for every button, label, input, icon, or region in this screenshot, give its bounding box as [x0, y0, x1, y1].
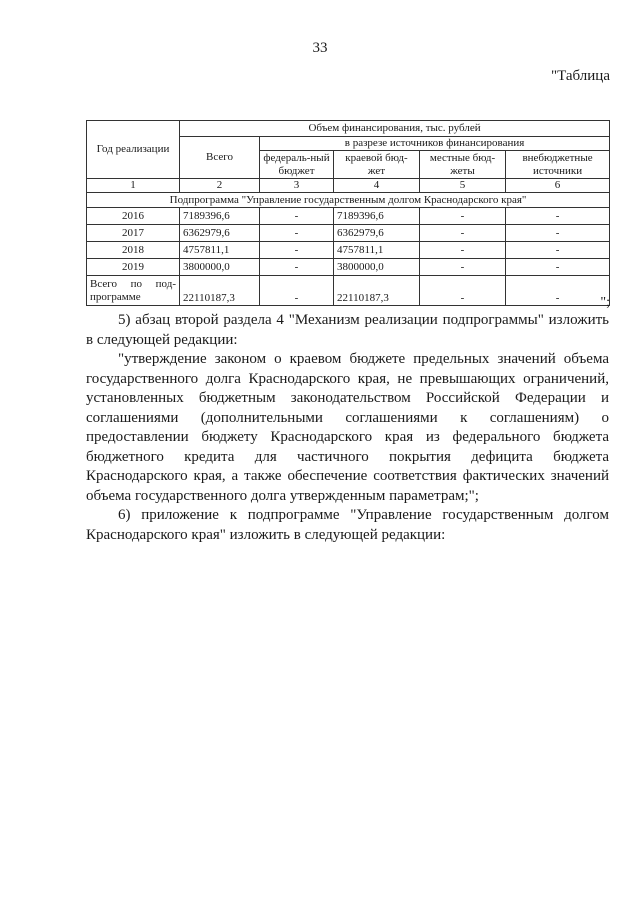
total-cell: 3800000,0: [180, 259, 260, 276]
extra-cell: -: [506, 208, 610, 225]
local-cell: -: [420, 208, 506, 225]
year-cell: 2017: [87, 225, 180, 242]
federal-cell: -: [260, 242, 334, 259]
body-text: [86, 311, 609, 545]
federal-cell: -: [260, 259, 334, 276]
table-row: [87, 208, 610, 225]
paragraph-quote: "утверждение законом о краевом бюджете предельных значений объема государственного долга Краснодарского края, не превышающих ограничений, установленных бюджетным законодательством Российской Федерации и соглашениями (дополнительными соглашениями к соглашениям) о предоставлении бюджету Краснодарского края из федерального бюджета бюджетного кредита для частичного покрытия дефицита бюджета Краснодарского края, а также обеспечение соответствия фактических значений объема государственного долга утвержденным параметрам;";: [86, 351, 609, 504]
header-total: Всего: [180, 137, 260, 179]
header-year: Год реализации: [87, 121, 180, 179]
extra-cell: -: [506, 242, 610, 259]
header-by-source: в разрезе источников финансирования: [260, 137, 610, 151]
federal-cell: -: [260, 208, 334, 225]
table-row: [87, 259, 610, 276]
total-cell: 6362979,6: [180, 225, 260, 242]
total-sum-cell: 22110187,3: [180, 276, 260, 306]
paragraph-5: 5) абзац второй раздела 4 "Механизм реализации подпрограммы" изложить в следующей редакции:: [86, 312, 609, 348]
total-regional-cell: 22110187,3: [334, 276, 420, 306]
local-cell: -: [420, 242, 506, 259]
header-extra: внебюджетные источники: [506, 151, 610, 179]
regional-cell: 4757811,1: [334, 242, 420, 259]
paragraph-6: 6) приложение к подпрограмме "Управление государственным долгом Краснодарского края" изложить в следующей редакции:: [86, 507, 609, 543]
header-federal: федераль-ный бюджет: [260, 151, 334, 179]
col-number: 6: [506, 179, 610, 193]
year-cell: 2019: [87, 259, 180, 276]
quote-end: ";: [600, 295, 610, 310]
local-cell: -: [420, 259, 506, 276]
total-row: [87, 276, 610, 306]
page-number: 33: [312, 40, 328, 56]
total-row-label: [87, 276, 180, 306]
financing-table: [86, 120, 610, 306]
year-cell: 2016: [87, 208, 180, 225]
col-number: 1: [87, 179, 180, 193]
table-row: [87, 242, 610, 259]
extra-cell: -: [506, 225, 610, 242]
header-local: местные бюд-жеты: [420, 151, 506, 179]
extra-cell: -: [506, 259, 610, 276]
col-number: 3: [260, 179, 334, 193]
header-volume: Объем финансирования, тыс. рублей: [180, 121, 610, 137]
regional-cell: 3800000,0: [334, 259, 420, 276]
total-cell: 4757811,1: [180, 242, 260, 259]
col-number: 4: [334, 179, 420, 193]
total-federal-cell: -: [260, 276, 334, 306]
regional-cell: 6362979,6: [334, 225, 420, 242]
subprogram-title: Подпрограмма "Управление государственным долгом Краснодарского края": [87, 193, 610, 208]
regional-cell: 7189396,6: [334, 208, 420, 225]
local-cell: -: [420, 225, 506, 242]
total-extra-cell: -: [506, 276, 610, 306]
col-number: 2: [180, 179, 260, 193]
total-local-cell: -: [420, 276, 506, 306]
col-number: 5: [420, 179, 506, 193]
federal-cell: -: [260, 225, 334, 242]
year-cell: 2018: [87, 242, 180, 259]
total-cell: 7189396,6: [180, 208, 260, 225]
header-regional: краевой бюд-жет: [334, 151, 420, 179]
total-row-label-line2: программе: [90, 290, 141, 303]
table-caption: "Таблица: [550, 68, 610, 84]
table-row: [87, 225, 610, 242]
total-row-label-line1: Всего по под-: [90, 277, 176, 290]
